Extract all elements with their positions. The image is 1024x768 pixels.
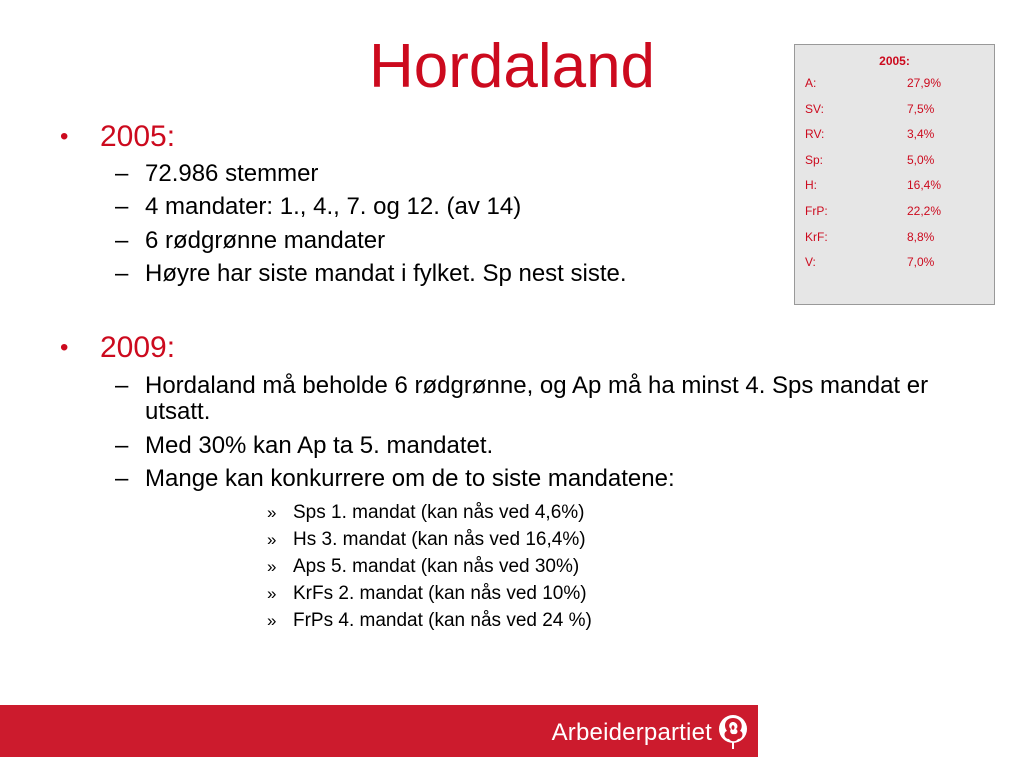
results-row <box>795 224 994 250</box>
slide-title: Hordaland <box>368 32 656 101</box>
party-percent: 22,2% <box>907 203 942 218</box>
list-item-text: 6 rødgrønne mandater <box>145 226 386 254</box>
party-label: H: <box>805 178 817 193</box>
list-2005 <box>115 161 627 295</box>
party-label: FrP: <box>805 203 828 218</box>
results-row <box>795 70 994 96</box>
sub-list-item-text: Hs 3. mandat (kan nås ved 16,4%) <box>293 529 586 550</box>
sublist-2009 <box>267 499 592 634</box>
list-item-text: Hordaland må beholde 6 rødgrønne, og Ap må ha minst 4. Sps mandat er utsatt. <box>145 372 929 426</box>
results-row <box>795 147 994 173</box>
results-box-2005 <box>794 44 995 305</box>
party-percent: 3,4% <box>907 127 935 142</box>
dash-marker: – <box>115 193 129 221</box>
list-item <box>115 373 945 426</box>
list-item <box>115 194 627 220</box>
dash-marker: – <box>115 465 129 493</box>
raquo-marker: » <box>267 611 277 630</box>
raquo-marker: » <box>267 557 277 576</box>
results-row <box>795 198 994 224</box>
list-item <box>115 466 945 492</box>
dash-marker: – <box>115 226 129 254</box>
footer-bar <box>0 705 758 757</box>
sub-list-item-text: Sps 1. mandat (kan nås ved 4,6%) <box>293 502 585 523</box>
party-percent: 5,0% <box>907 152 935 167</box>
list-item <box>115 161 627 187</box>
section-heading-2005: 2005: <box>100 120 176 153</box>
rose-icon <box>716 712 750 750</box>
sub-list-item-text: Aps 5. mandat (kan nås ved 30%) <box>293 556 580 577</box>
party-label: RV: <box>805 127 825 142</box>
raquo-marker: » <box>267 503 277 522</box>
sub-list-item <box>267 499 592 526</box>
sub-list-item <box>267 553 592 580</box>
results-box-header: 2005: <box>879 54 910 68</box>
party-percent: 27,9% <box>907 76 942 90</box>
results-row <box>795 121 994 147</box>
list-item <box>115 433 945 459</box>
list-item-text: 4 mandater: 1., 4., 7. og 12. (av 14) <box>145 193 522 221</box>
list-item <box>115 228 627 254</box>
raquo-marker: » <box>267 530 277 549</box>
list-item <box>115 261 627 287</box>
sub-list-item <box>267 580 592 607</box>
results-row <box>795 249 994 275</box>
sub-list-item <box>267 607 592 634</box>
results-row <box>795 96 994 122</box>
party-label: A: <box>805 76 817 90</box>
sub-list-item-text: KrFs 2. mandat (kan nås ved 10%) <box>293 583 587 604</box>
list-item-text: Høyre har siste mandat i fylket. Sp nest siste. <box>145 260 627 288</box>
party-label: KrF: <box>805 229 828 244</box>
dash-marker: – <box>115 431 129 459</box>
section-heading-2009: 2009: <box>100 331 176 364</box>
sub-list-item-text: FrPs 4. mandat (kan nås ved 24 %) <box>293 610 592 631</box>
dash-marker: – <box>115 372 129 399</box>
dash-marker: – <box>115 160 129 187</box>
bullet-marker: • <box>60 123 69 150</box>
results-row <box>795 172 994 198</box>
party-percent: 16,4% <box>907 178 942 193</box>
party-percent: 7,5% <box>907 101 935 116</box>
list-item-text: Mange kan konkurrere om de to siste mandatene: <box>145 465 675 493</box>
party-label: SV: <box>805 101 824 116</box>
dash-marker: – <box>115 260 129 288</box>
party-percent: 8,8% <box>907 229 935 244</box>
party-percent: 7,0% <box>907 255 935 270</box>
list-item-text: 72.986 stemmer <box>145 160 319 187</box>
bullet-marker: • <box>60 334 69 361</box>
brand-name: Arbeiderpartiet <box>551 719 712 746</box>
party-label: Sp: <box>805 152 824 167</box>
raquo-marker: » <box>267 584 277 603</box>
sub-list-item <box>267 526 592 553</box>
list-item-text: Med 30% kan Ap ta 5. mandatet. <box>145 431 494 459</box>
party-label: V: <box>805 255 816 270</box>
list-2009 <box>115 373 945 500</box>
